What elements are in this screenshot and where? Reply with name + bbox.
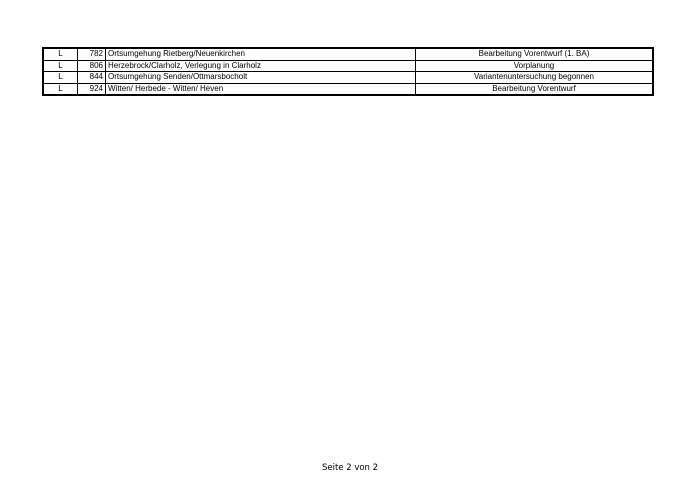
road-type-cell: L: [43, 72, 78, 84]
project-name-cell: Herzebrock/Clarholz, Verlegung in Clarholz: [106, 60, 416, 72]
project-status-cell: Vorplanung: [416, 60, 654, 72]
table-row: [43, 72, 653, 84]
project-status-cell: Bearbeitung Vorentwurf (1. BA): [416, 48, 654, 60]
table-row: [43, 48, 653, 60]
project-status-cell: Bearbeitung Vorentwurf: [416, 83, 654, 95]
road-number-cell: 844: [78, 72, 106, 84]
page-number-footer: Seite 2 von 2: [321, 463, 379, 473]
road-type-cell: L: [43, 60, 78, 72]
table-row: [43, 60, 653, 72]
project-name-cell: Witten/ Herbede - Witten/ Heven: [106, 83, 416, 95]
road-type-cell: L: [43, 48, 78, 60]
project-name-cell: Ortsumgehung Rietberg/Neuenkirchen: [106, 48, 416, 60]
road-number-cell: 782: [78, 48, 106, 60]
road-projects-table: [42, 47, 654, 96]
road-number-cell: 806: [78, 60, 106, 72]
project-name-cell: Ortsumgehung Senden/Ottmarsbocholt: [106, 72, 416, 84]
project-status-cell: Variantenuntersuchung begonnen: [416, 72, 654, 84]
table-row: [43, 83, 653, 95]
road-type-cell: L: [43, 83, 78, 95]
road-number-cell: 924: [78, 83, 106, 95]
